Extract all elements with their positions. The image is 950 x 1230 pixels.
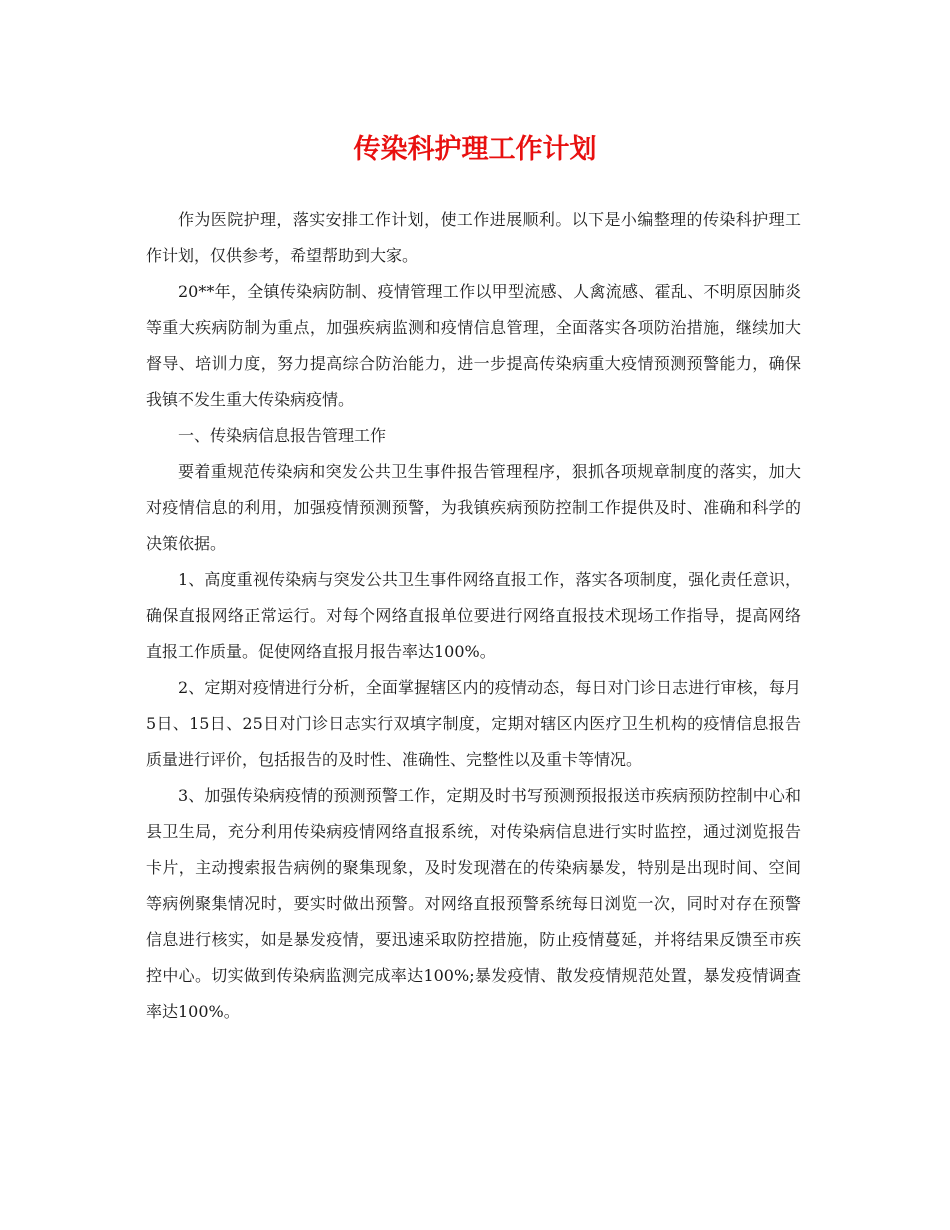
document-title: 传染科护理工作计划 <box>353 134 597 165</box>
paragraph-intro: 作为医院护理，落实安排工作计划，使工作进展顺利。以下是小编整理的传染科护理工作计划，仅供参考，希望帮助到大家。 <box>146 210 801 265</box>
paragraph-item-3: 3、加强传染病疫情的预测预警工作，定期及时书写预测预报报送市疾病预防控制中心和县卫生局，充分利用传染病疫情网络直报系统，对传染病信息进行实时监控，通过浏览报告卡片，主动搜索报告病例的聚集现象，及时发现潜在的传染病暴发，特别是出现时间、空间等病例聚集情况时，要实时做出预警。对网络直报预警系统每日浏览一次，同时对存在预警信息进行核实，如是暴发疫情，要迅速采取防控措施，防止疫情蔓延，并将结果反馈至市疾控中心。切实做到传染病监测完成率达100%;暴发疫情、散发疫情规范处置，暴发疫情调查率达100%。 <box>146 786 801 1021</box>
paragraph-section-1: 要着重规范传染病和突发公共卫生事件报告管理程序，狠抓各项规章制度的落实，加大对疫情信息的利用，加强疫情预测预警，为我镇疾病预防控制工作提供及时、准确和科学的决策依据。 <box>146 462 801 553</box>
paragraph-item-1: 1、高度重视传染病与突发公共卫生事件网络直报工作，落实各项制度，强化责任意识，确保直报网络正常运行。对每个网络直报单位要进行网络直报技术现场工作指导，提高网络直报工作质量。促使网络直报月报告率达100%。 <box>146 570 801 661</box>
document-body <box>146 202 801 1030</box>
section-heading-1: 一、传染病信息报告管理工作 <box>178 426 387 445</box>
paragraph-item-2: 2、定期对疫情进行分析，全面掌握辖区内的疫情动态，每日对门诊日志进行审核，每月5日、15日、25日对门诊日志实行双填字制度，定期对辖区内医疗卫生机构的疫情信息报告质量进行评价，包括报告的及时性、准确性、完整性以及重卡等情况。 <box>146 678 801 769</box>
paragraph-overview: 20**年，全镇传染病防制、疫情管理工作以甲型流感、人禽流感、霍乱、不明原因肺炎等重大疾病防制为重点，加强疾病监测和疫情信息管理，全面落实各项防治措施，继续加大督导、培训力度，努力提高综合防治能力，进一步提高传染病重大疫情预测预警能力，确保我镇不发生重大传染病疫情。 <box>146 282 801 409</box>
